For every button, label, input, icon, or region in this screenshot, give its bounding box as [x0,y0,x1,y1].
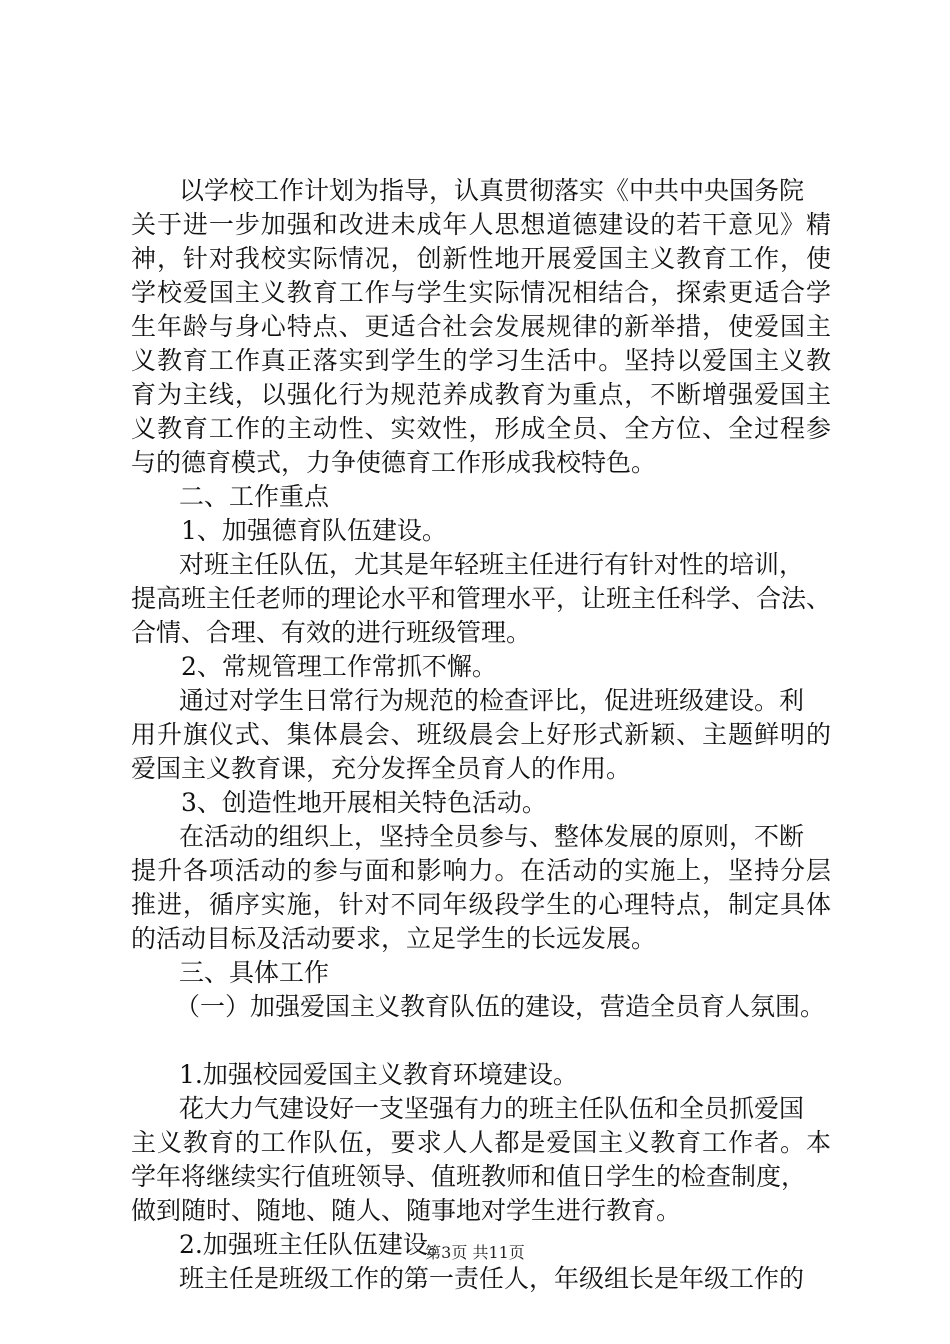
paragraph-line: 与的德育模式，力争使德育工作形成我校特色。 [131,448,657,477]
paragraph-line: 义教育工作的主动性、实效性，形成全员、全方位、全过程参 [131,414,831,443]
subsection-heading: 2.加强班主任队伍建设。 [179,1230,453,1259]
paragraph-line: 提升各项活动的参与面和影响力。在活动的实施上，坚持分层 [131,856,831,885]
paragraph-line: 通过对学生日常行为规范的检查评比，促进班级建设。利 [179,686,805,715]
paragraph-line: 关于进一步加强和改进未成年人思想道德建设的若干意见》精 [131,210,831,239]
paragraph-line: 的活动目标及活动要求，立足学生的长远发展。 [131,924,657,953]
paragraph-line: 育为主线，以强化行为规范养成教育为重点，不断增强爱国主 [131,380,831,409]
paragraph-line: 以学校工作计划为指导，认真贯彻落实《中共中央国务院 [179,176,805,205]
subsection-heading: 3、创造性地开展相关特色活动。 [181,788,547,817]
blank-line [131,1024,831,1058]
paragraph-line: 在活动的组织上，坚持全员参与、整体发展的原则，不断 [179,822,805,851]
paragraph-line: 义教育工作真正落实到学生的学习生活中。坚持以爱国主义教 [131,346,831,375]
paragraph-line: 学校爱国主义教育工作与学生实际情况相结合，探索更适合学 [131,278,831,307]
paragraph-line: 用升旗仪式、集体晨会、班级晨会上好形式新颖、主题鲜明的 [131,720,831,749]
paragraph-line: 学年将继续实行值班领导、值班教师和值日学生的检查制度， [131,1162,807,1191]
paragraph-line: 推进，循序实施，针对不同年级段学生的心理特点，制定具体 [131,890,831,919]
section-heading: 三、具体工作 [179,958,330,987]
paragraph-line: 主义教育的工作队伍，要求人人都是爱国主义教育工作者。本 [131,1128,831,1157]
paragraph-line: 生年龄与身心特点、更适合社会发展规律的新举措，使爱国主 [131,312,831,341]
paragraph-line: 做到随时、随地、随人、随事地对学生进行教育。 [131,1196,682,1225]
subsection-heading: 2、常规管理工作常抓不懈。 [181,652,497,681]
paragraph-line: 班主任是班级工作的第一责任人，年级组长是年级工作的 [179,1264,805,1293]
subsection-heading: 1.加强校园爱国主义教育环境建设。 [179,1060,578,1089]
paragraph-line: 提高班主任老师的理论水平和管理水平，让班主任科学、合法、 [131,584,832,613]
document-body [131,174,831,1296]
section-heading: 二、工作重点 [179,482,330,511]
paragraph-line: 神，针对我校实际情况，创新性地开展爱国主义教育工作，使 [131,244,831,273]
paragraph-line: 对班主任队伍，尤其是年轻班主任进行有针对性的培训， [179,550,805,579]
paragraph-line: 合情、合理、有效的进行班级管理。 [131,618,532,647]
page-number-footer: 第3页 共11页 [425,1243,525,1262]
subsection-heading: 1、加强德育队伍建设。 [181,516,447,545]
paragraph-line: 爱国主义教育课，充分发挥全员育人的作用。 [131,754,632,783]
subsection-heading: （一）加强爱国主义教育队伍的建设，营造全员育人氛围。 [175,992,826,1021]
paragraph-line: 花大力气建设好一支坚强有力的班主任队伍和全员抓爱国 [179,1094,805,1123]
